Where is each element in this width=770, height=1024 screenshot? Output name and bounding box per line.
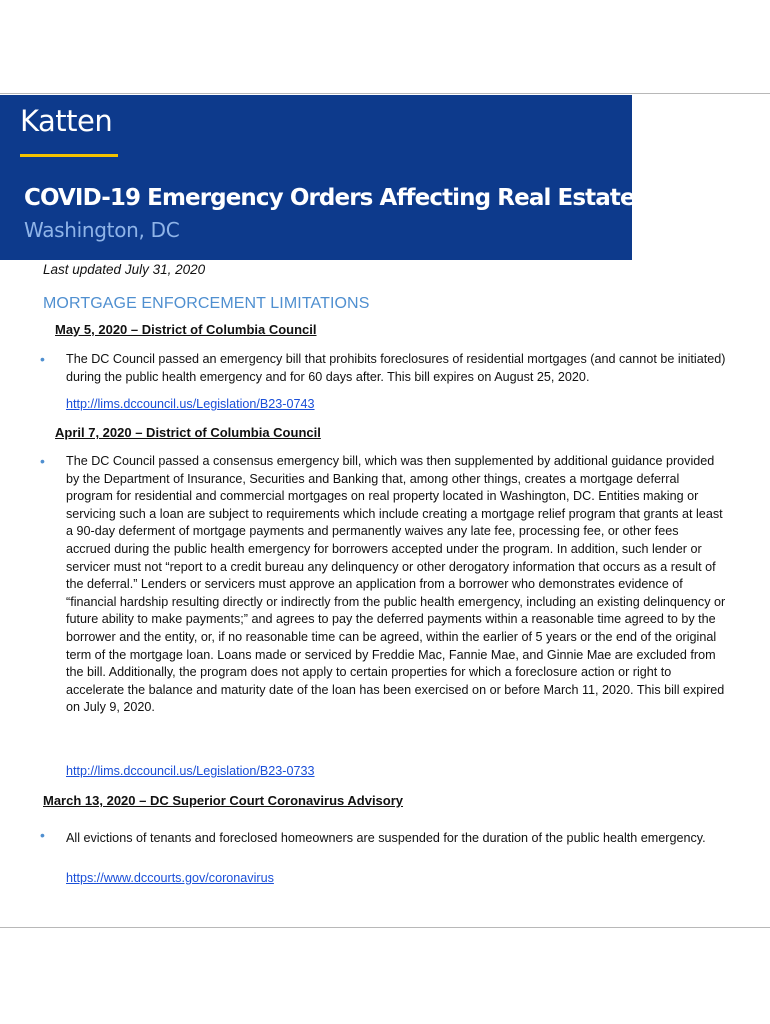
last-updated: Last updated July 31, 2020	[43, 262, 206, 277]
entry-link-may-5[interactable]: http://lims.dccouncil.us/Legislation/B23-0743	[66, 397, 315, 411]
entry-text-may-5: The DC Council passed an emergency bill that prohibits foreclosures of residential mortgages (and cannot be initiated) during the public health emergency and for 60 days after. This bill expires on August 25, 2020.	[66, 352, 726, 384]
page-title: COVID-19 Emergency Orders Affecting Real Estate	[24, 185, 635, 211]
bottom-divider	[0, 927, 770, 928]
katten-logo: Katten	[20, 104, 113, 138]
page-subtitle: Washington, DC	[24, 218, 180, 242]
entry-title-may-5: May 5, 2020 – District of Columbia Council	[55, 322, 317, 337]
section-heading: MORTGAGE ENFORCEMENT LIMITATIONS	[43, 295, 370, 312]
entry-link-april-7[interactable]: http://lims.dccouncil.us/Legislation/B23-0733	[66, 764, 315, 778]
entry-title-march-13: March 13, 2020 – DC Superior Court Coronavirus Advisory	[43, 793, 404, 808]
bullet-icon: •	[40, 453, 45, 469]
logo-underline	[20, 154, 118, 157]
entry-title-april-7: April 7, 2020 – District of Columbia Council	[55, 425, 321, 440]
entry-text-march-13: All evictions of tenants and foreclosed homeowners are suspended for the duration of the public health emergency.	[66, 831, 706, 845]
entry-text-april-7: The DC Council passed a consensus emergency bill, which was then supplemented by additional guidance provided by the Department of Insurance, Securities and Banking that, among other things, creates a mortgage deferral program for residential and commercial mortgages on real property located in Washington, DC. Entities making or servicing such a loan are subject to requirements which include creating a mortgage relief program that grants at least a 90-day deferment of mortgage payments and permanently waives any late fee, processing fee, or other fees accrued during the public health emergency for borrowers accepted under the program. In addition, such lender or servicer must not “report to a credit bureau any delinquency or other derogatory information that occurs as a result of the deferral.” Lenders or servicers must approve an application from a borrower who demonstrates evidence of “financial hardship resulting directly or indirectly from the public health emergency, including an existing delinquency or future ability to make payments;” and agrees to pay the deferred payments within a reasonable time agreed to by the borrower and the entity, or, if no reasonable time can be agreed, within the earlier of 5 years or the end of the original term of the mortgage loan. Loans made or serviced by Freddie Mac, Fannie Mae, and Ginnie Mae are excluded from the bill. Additionally, the program does not apply to certain properties for which a foreclosure action or right to accelerate the balance and maturity date of the loan has been exercised on or before March 11, 2020. This bill expired on July 9, 2020.	[66, 454, 726, 715]
bullet-icon: •	[40, 827, 45, 843]
top-divider	[0, 93, 770, 94]
entry-link-march-13[interactable]: https://www.dccourts.gov/coronavirus	[66, 871, 274, 885]
bullet-icon: •	[40, 351, 45, 367]
